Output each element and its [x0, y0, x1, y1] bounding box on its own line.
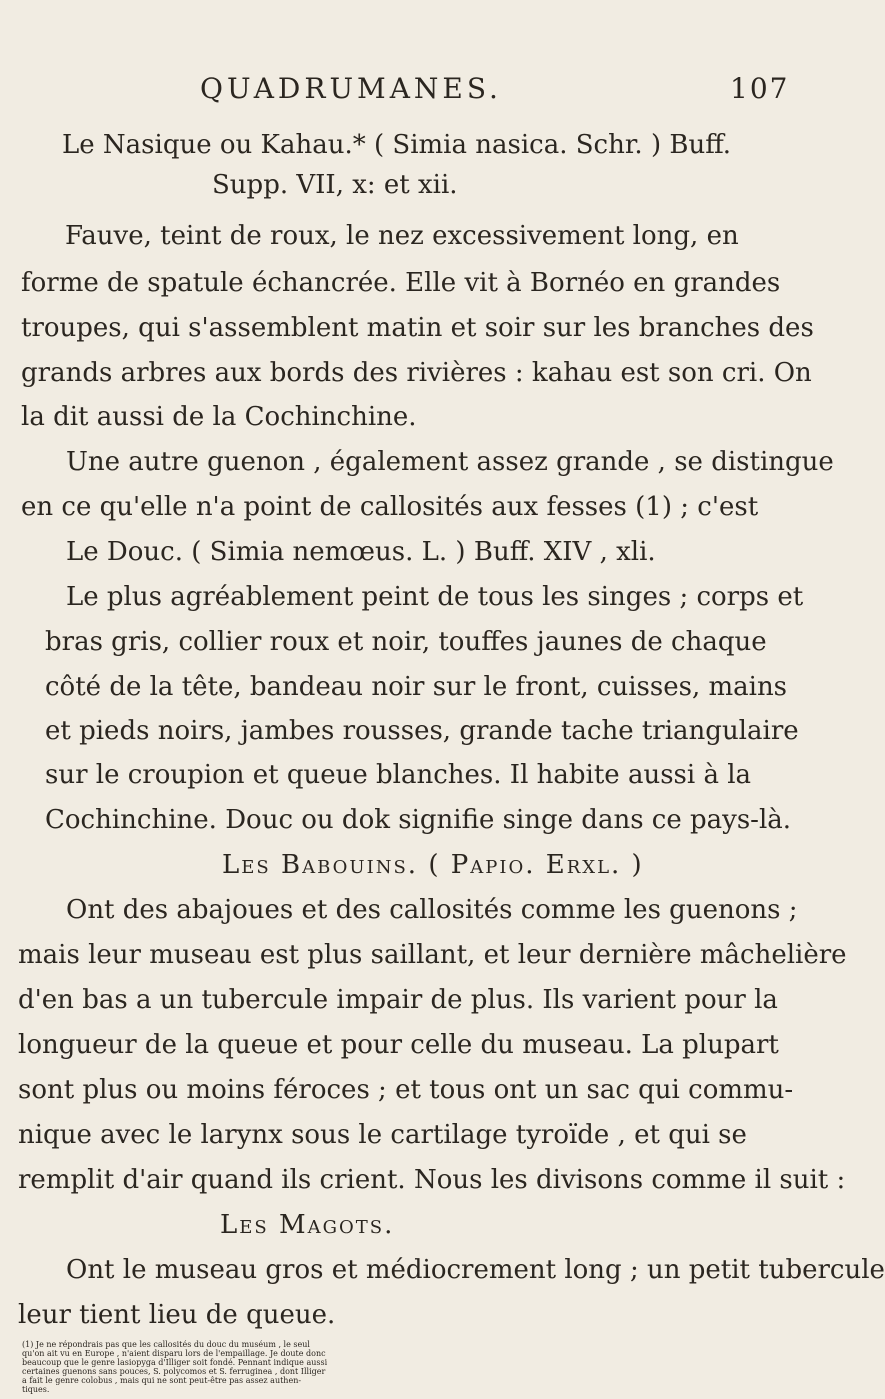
- paragraph-line: Une autre guenon , également assez grande , se distingue: [66, 447, 834, 477]
- section-heading: Les Magots.: [220, 1210, 395, 1240]
- paragraph-line: Cochinchine. Douc ou dok signifie singe dans ce pays-là.: [45, 805, 792, 835]
- footnote-line: qu'on ait vu en Europe , n'aient disparu lors de l'empaillage. Je doute donc: [22, 1349, 326, 1358]
- footnote-line: a fait le genre colobus , mais qui ne sont peut-être pas assez authen-: [22, 1376, 302, 1385]
- paragraph-line: et pieds noirs, jambes rousses, grande tache triangulaire: [45, 716, 799, 746]
- paragraph-line: bras gris, collier roux et noir, touffes jaunes de chaque: [45, 627, 767, 657]
- paragraph-line: côté de la tête, bandeau noir sur le front, cuisses, mains: [45, 672, 788, 702]
- paragraph-line: Ont des abajoues et des callosités comme les guenons ;: [66, 895, 798, 925]
- section-heading: Le Nasique ou Kahau.* ( Simia nasica. Schr. ) Buff.: [62, 130, 732, 160]
- paragraph-line: la dit aussi de la Cochinchine.: [21, 402, 417, 432]
- paragraph-line: en ce qu'elle n'a point de callosités aux fesses (1) ; c'est: [21, 492, 759, 522]
- section-heading: Les Babouins. ( Papio. Erxl. ): [222, 850, 644, 880]
- paragraph-line: Ont le museau gros et médiocrement long ; un petit tubercule: [66, 1255, 885, 1285]
- section-heading: Supp. VII, x: et xii.: [212, 170, 458, 200]
- footnote-line: certaines guenons sans pouces, S. polycomos et S. ferruginea , dont Illiger: [22, 1367, 326, 1376]
- paragraph-line: sont plus ou moins féroces ; et tous ont un sac qui commu-: [18, 1075, 794, 1105]
- paragraph-line: d'en bas a un tubercule impair de plus. Ils varient pour la: [18, 985, 778, 1015]
- paragraph-line: Le plus agréablement peint de tous les singes ; corps et: [66, 582, 804, 612]
- paragraph-line: leur tient lieu de queue.: [18, 1300, 336, 1330]
- paragraph-line: forme de spatule échancrée. Elle vit à Bornéo en grandes: [21, 268, 781, 298]
- paragraph-line: remplit d'air quand ils crient. Nous les divisons comme il suit :: [18, 1165, 846, 1195]
- paragraph-line: mais leur museau est plus saillant, et leur dernière mâchelière: [18, 940, 847, 970]
- paragraph-line: sur le croupion et queue blanches. Il habite aussi à la: [45, 760, 752, 790]
- footnote-line: (1) Je ne répondrais pas que les callosités du douc du muséum , le seul: [22, 1340, 310, 1349]
- paragraph-line: grands arbres aux bords des rivières : kahau est son cri. On: [21, 358, 812, 388]
- section-heading: Le Douc. ( Simia nemœus. L. ) Buff. XIV , xli.: [66, 537, 656, 567]
- page-number: 107: [730, 72, 790, 105]
- paragraph-line: troupes, qui s'assemblent matin et soir sur les branches des: [21, 313, 814, 343]
- footnote-line: beaucoup que le genre lasiopyga d'Illiger soit fondé. Pennant indique aussi: [22, 1358, 328, 1367]
- paragraph-line: longueur de la queue et pour celle du museau. La plupart: [18, 1030, 779, 1060]
- paragraph-line: Fauve, teint de roux, le nez excessivement long, en: [65, 221, 739, 251]
- footnote-line: tiques.: [22, 1385, 50, 1394]
- paragraph-line: nique avec le larynx sous le cartilage tyroïde , et qui se: [18, 1120, 747, 1150]
- running-head: QUADRUMANES.: [200, 72, 502, 105]
